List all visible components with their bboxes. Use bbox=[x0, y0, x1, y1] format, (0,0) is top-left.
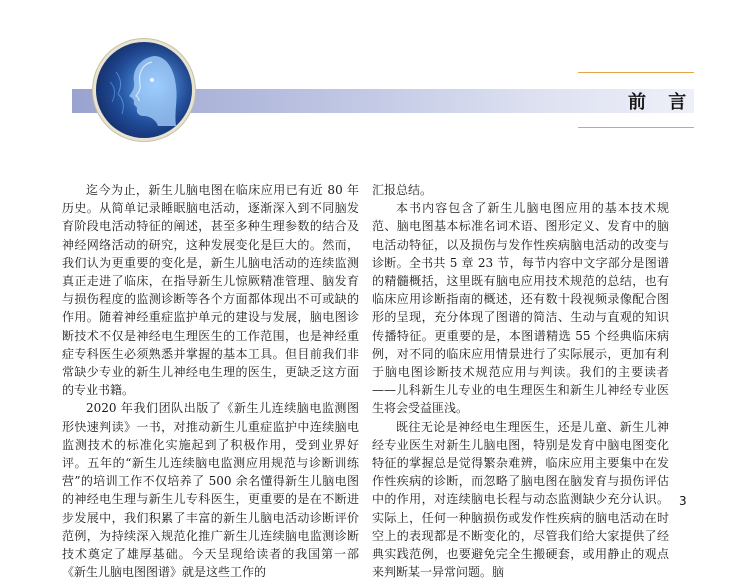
paragraph: 既往无论是神经电生理医生，还是儿童、新生儿神经专业医生对新生儿脑电图，特别是发育中脑电图变化特征的掌握总是觉得繁杂难辨，临床应用主要集中在发作性疾病的诊断，而忽略了脑电图在脑发育与损伤评估中的作用，对连续脑电长程与动态监测缺少充分认识。实际上，任何一种脑损伤或发作性疾病的脑电活动在时空上的表现都是不断变化的，尽管我们给大家提供了经典实践范例，也要避免完全生搬硬套，或用静止的观点来判断某一异常问题。脑 bbox=[372, 419, 669, 580]
paragraph: 本书内容包含了新生儿脑电图应用的基本技术规范、脑电图基本标准名词术语、图形定义、发育中的脑电活动特征，以及损伤与发作性疾病脑电活动的改变与诊断。全书共 5 章 23 节，每节内容中文字部分是图谱的精髓概括，这里既有脑电应用技术规范的总结，也有临床应用诊断指南的概述，还有数十段视频录像配合图形的呈现，充分体现了图谱的简洁、生动与直观的知识传播特征。更重要的是，本图谱精选 55 个经典临床病例，对不同的临床应用情景进行了实际展示，更加有利于脑电图诊断技术规范应用与判读。我们的主要读者——儿科新生儿专业的电生理医生和新生儿神经专业医生将会受益匪浅。 bbox=[372, 201, 669, 416]
top-accent-rule bbox=[578, 72, 694, 73]
page-number: 3 bbox=[679, 494, 687, 508]
paragraph: 2020 年我们团队出版了《新生儿连续脑电监测图形快速判读》一书，对推动新生儿重症监护中连续脑电监测技术的标准化实施起到了积极作用，受到业界好评。五年的“新生儿连续脑电监测应用规范与诊断训练营”的培训工作不仅培养了 500 余名懂得新生儿脑电图的神经电生理与新生儿专科医生，更重要的是在不断进步发展中，我们积累了丰富的新生儿脑电活动诊断评价范例，为持续深入规范化推广新生儿连续脑电监测诊断技术奠定了雄厚基础。今天呈现给读者的我国第一部《新生儿脑电图图谱》就是这些工作的 bbox=[62, 401, 359, 580]
bottom-accent-rule bbox=[578, 127, 694, 128]
page-title: 前 言 bbox=[628, 92, 695, 113]
left-column bbox=[62, 181, 359, 581]
brain-face-emblem-icon bbox=[96, 42, 192, 138]
paragraph: 迄今为止，新生儿脑电图在临床应用已有近 80 年历史。从简单记录睡眠脑电活动，逐渐深入到不同脑发育阶段电活动特征的阐述，甚至多种生理参数的结合及神经网络活动的研究，这种发展变化是巨大的。然而，我们认为更重要的变化是，新生儿脑电活动的连续监测真正走进了临床，在指导新生儿惊厥精准管理、脑发育与损伤程度的监测诊断等各个方面都体现出不可或缺的作用。随着神经重症监护单元的建设与发展，脑电图诊断技术不仅是神经电生理医生的工作范围，也是神经重症专科医生必须熟悉并掌握的基本工具。但目前我们非常缺少专业的新生儿神经电生理的医生，更缺乏这方面的专业书籍。 bbox=[62, 183, 359, 398]
right-column bbox=[372, 181, 669, 581]
paragraph-continuation: 汇报总结。 bbox=[372, 183, 433, 197]
